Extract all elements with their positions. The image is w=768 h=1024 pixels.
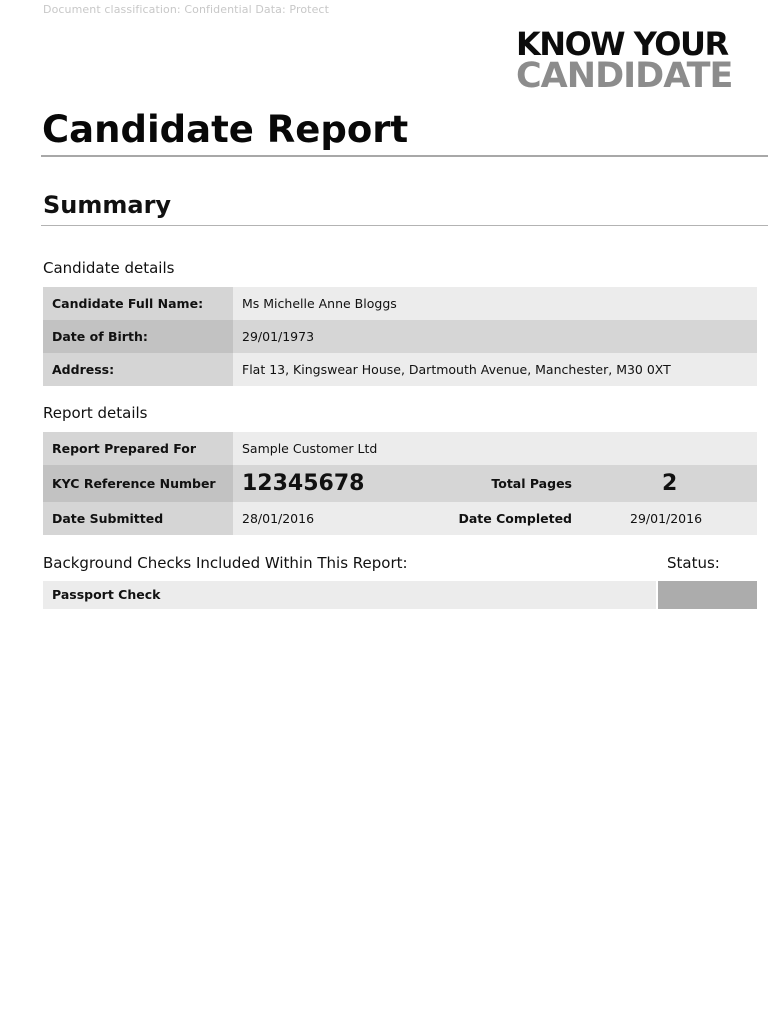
date-of-birth-value: 29/01/1973 [233,320,757,353]
date-submitted-value: 28/01/2016 [233,502,393,535]
summary-divider [41,225,768,226]
date-submitted-label: Date Submitted [43,502,233,535]
table-row [43,320,757,353]
logo-line-1: KNOW YOUR [516,25,728,63]
report-details-table [43,432,757,535]
candidate-name-value: Ms Michelle Anne Bloggs [233,287,757,320]
address-label: Address: [43,353,233,386]
report-details-heading: Report details [43,404,148,422]
summary-heading: Summary [43,191,172,219]
passport-check-label: Passport Check [43,581,656,609]
title-divider [41,155,768,157]
table-row [43,432,757,465]
date-completed-value: 29/01/2016 [580,502,757,535]
kyc-reference-label: KYC Reference Number [43,465,233,502]
candidate-name-label: Candidate Full Name: [43,287,233,320]
date-of-birth-label: Date of Birth: [43,320,233,353]
total-pages-value: 2 [580,465,757,502]
candidate-details-table [43,287,757,386]
status-heading: Status: [667,554,720,572]
passport-check-status [658,581,757,609]
address-value: Flat 13, Kingswear House, Dartmouth Avenue, Manchester, M30 0XT [233,353,757,386]
prepared-for-label: Report Prepared For [43,432,233,465]
table-row [43,502,757,535]
document-classification: Document classification: Confidential Data: Protect [43,3,329,16]
table-row [43,287,757,320]
kyc-reference-value: 12345678 [233,465,393,502]
table-row [43,465,757,502]
total-pages-label: Total Pages [393,465,580,502]
know-your-candidate-logo [516,25,768,96]
prepared-for-value: Sample Customer Ltd [233,432,757,465]
list-item [43,581,757,609]
page-title: Candidate Report [42,108,409,151]
candidate-details-heading: Candidate details [43,259,175,277]
background-checks-heading: Background Checks Included Within This Report: [43,554,408,572]
background-checks-header [43,554,757,572]
table-row [43,353,757,386]
logo-line-2: CANDIDATE [516,56,733,96]
date-completed-label: Date Completed [393,502,580,535]
